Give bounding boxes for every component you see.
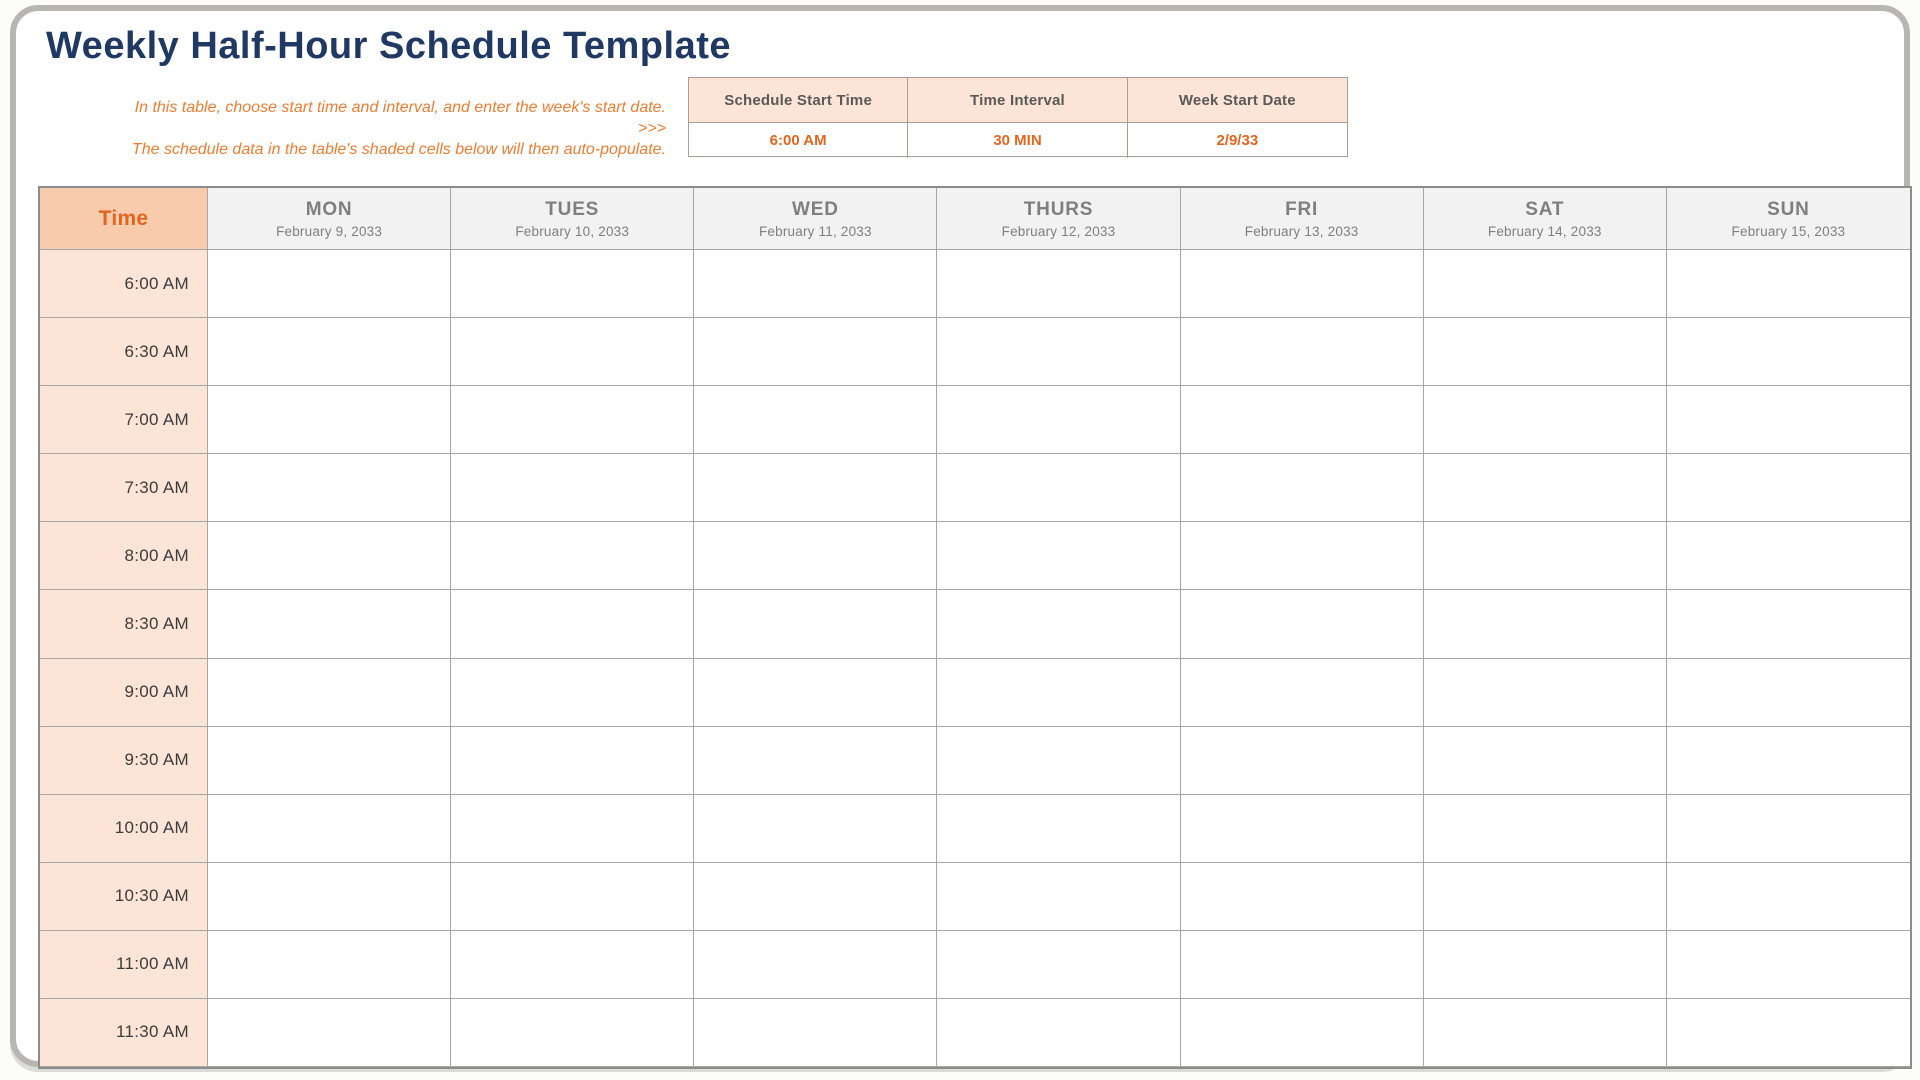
schedule-cell[interactable] [1424,863,1667,931]
setting-value-start-time[interactable]: 6:00 AM [689,123,908,158]
setting-label-week-start: Week Start Date [1128,78,1347,123]
schedule-cell[interactable] [937,795,1180,863]
schedule-cell[interactable] [937,727,1180,795]
schedule-cell[interactable] [937,590,1180,658]
schedule-cell[interactable] [1424,795,1667,863]
schedule-cell[interactable] [694,386,937,454]
schedule-cell[interactable] [208,727,451,795]
schedule-cell[interactable] [1667,999,1910,1067]
schedule-cell[interactable] [1424,522,1667,590]
schedule-cell[interactable] [937,931,1180,999]
day-date: February 12, 2033 [1001,223,1116,239]
schedule-cell[interactable] [694,863,937,931]
schedule-cell[interactable] [937,318,1180,386]
schedule-cell[interactable] [1424,999,1667,1067]
day-column-header-tues [451,188,694,250]
day-date: February 11, 2033 [758,223,872,239]
schedule-cell[interactable] [694,659,937,727]
schedule-cell[interactable] [1181,522,1424,590]
schedule-cell[interactable] [208,863,451,931]
day-date: February 9, 2033 [276,223,383,239]
schedule-cell[interactable] [1181,318,1424,386]
schedule-cell[interactable] [694,999,937,1067]
schedule-cell[interactable] [208,454,451,522]
schedule-cell[interactable] [1181,795,1424,863]
settings-table [688,77,1348,157]
schedule-cell[interactable] [694,522,937,590]
instructions-line-1: In this table, choose start time and interval, and enter the week's start date. >>> [134,99,666,137]
time-label: 11:00 AM [40,931,208,999]
schedule-cell[interactable] [451,659,694,727]
schedule-cell[interactable] [451,727,694,795]
time-label: 11:30 AM [40,999,208,1067]
schedule-cell[interactable] [208,659,451,727]
time-label: 8:00 AM [40,522,208,590]
schedule-table [38,186,1912,1069]
time-label: 10:30 AM [40,863,208,931]
schedule-cell[interactable] [1667,727,1910,795]
schedule-cell[interactable] [451,454,694,522]
day-name: FRI [1285,198,1319,220]
schedule-cell[interactable] [208,522,451,590]
schedule-cell[interactable] [1667,795,1910,863]
schedule-cell[interactable] [208,795,451,863]
schedule-cell[interactable] [1667,386,1910,454]
schedule-cell[interactable] [208,250,451,318]
schedule-cell[interactable] [451,931,694,999]
schedule-cell[interactable] [1424,931,1667,999]
schedule-cell[interactable] [694,590,937,658]
schedule-cell[interactable] [1181,659,1424,727]
setting-label-start-time: Schedule Start Time [689,78,908,123]
day-column-header-mon [208,188,451,250]
schedule-cell[interactable] [694,318,937,386]
schedule-cell[interactable] [1424,590,1667,658]
schedule-cell[interactable] [451,999,694,1067]
schedule-cell[interactable] [1181,386,1424,454]
instructions-line-2: The schedule data in the table's shaded cells below will then auto-populate. [131,141,666,158]
schedule-cell[interactable] [694,795,937,863]
schedule-cell[interactable] [1424,318,1667,386]
schedule-cell[interactable] [937,659,1180,727]
time-label: 6:30 AM [40,318,208,386]
schedule-cell[interactable] [694,727,937,795]
day-column-header-sun [1667,188,1910,250]
schedule-cell[interactable] [451,863,694,931]
schedule-cell[interactable] [1181,727,1424,795]
schedule-cell[interactable] [208,931,451,999]
schedule-cell[interactable] [937,863,1180,931]
schedule-cell[interactable] [451,522,694,590]
day-column-header-wed [694,188,937,250]
day-name: THURS [1023,198,1094,220]
schedule-cell[interactable] [1667,931,1910,999]
schedule-cell[interactable] [1181,999,1424,1067]
day-name: SAT [1525,198,1565,220]
day-name: TUES [545,198,600,220]
schedule-cell[interactable] [208,318,451,386]
schedule-cell[interactable] [451,318,694,386]
time-label: 6:00 AM [40,250,208,318]
schedule-cell[interactable] [1667,454,1910,522]
day-column-header-fri [1181,188,1424,250]
schedule-cell[interactable] [937,999,1180,1067]
day-date: February 15, 2033 [1731,223,1846,239]
time-label: 7:00 AM [40,386,208,454]
schedule-cell[interactable] [451,250,694,318]
schedule-cell[interactable] [1667,590,1910,658]
schedule-cell[interactable] [694,250,937,318]
schedule-cell[interactable] [694,931,937,999]
schedule-cell[interactable] [1424,454,1667,522]
schedule-cell[interactable] [1667,318,1910,386]
schedule-cell[interactable] [1667,250,1910,318]
schedule-cell[interactable] [1181,590,1424,658]
schedule-cell[interactable] [937,250,1180,318]
schedule-cell[interactable] [208,999,451,1067]
schedule-cell[interactable] [937,454,1180,522]
day-name: MON [305,198,353,220]
time-label: 9:00 AM [40,659,208,727]
schedule-cell[interactable] [1424,250,1667,318]
schedule-cell[interactable] [1667,522,1910,590]
schedule-cell[interactable] [1181,863,1424,931]
schedule-cell[interactable] [937,522,1180,590]
day-date: February 14, 2033 [1487,223,1602,239]
time-label: 10:00 AM [40,795,208,863]
template-page [10,5,1910,1067]
setting-label-interval: Time Interval [908,78,1127,123]
setting-value-week-start[interactable]: 2/9/33 [1216,132,1259,149]
page-title: Weekly Half-Hour Schedule Template [46,25,731,67]
schedule-cell[interactable] [1424,386,1667,454]
time-label: 8:30 AM [40,590,208,658]
schedule-cell[interactable] [1667,659,1910,727]
schedule-cell[interactable] [451,795,694,863]
schedule-cell[interactable] [451,386,694,454]
schedule-cell[interactable] [1181,250,1424,318]
schedule-cell[interactable] [1667,863,1910,931]
schedule-cell[interactable] [1181,931,1424,999]
time-label: 7:30 AM [40,454,208,522]
time-column-header: Time [40,188,208,250]
schedule-cell[interactable] [1424,727,1667,795]
day-date: February 10, 2033 [515,223,630,239]
day-column-header-thurs [937,188,1180,250]
day-column-header-sat [1424,188,1667,250]
schedule-cell[interactable] [1424,659,1667,727]
schedule-cell[interactable] [937,386,1180,454]
day-date: February 13, 2033 [1244,223,1359,239]
schedule-cell[interactable] [451,590,694,658]
schedule-cell[interactable] [208,386,451,454]
schedule-cell[interactable] [208,590,451,658]
day-name: WED [791,198,839,220]
setting-value-interval[interactable]: 30 MIN [908,123,1127,158]
schedule-cell[interactable] [694,454,937,522]
schedule-cell[interactable] [1181,454,1424,522]
instructions-text [111,97,666,160]
time-label: 9:30 AM [40,727,208,795]
day-name: SUN [1767,198,1810,220]
